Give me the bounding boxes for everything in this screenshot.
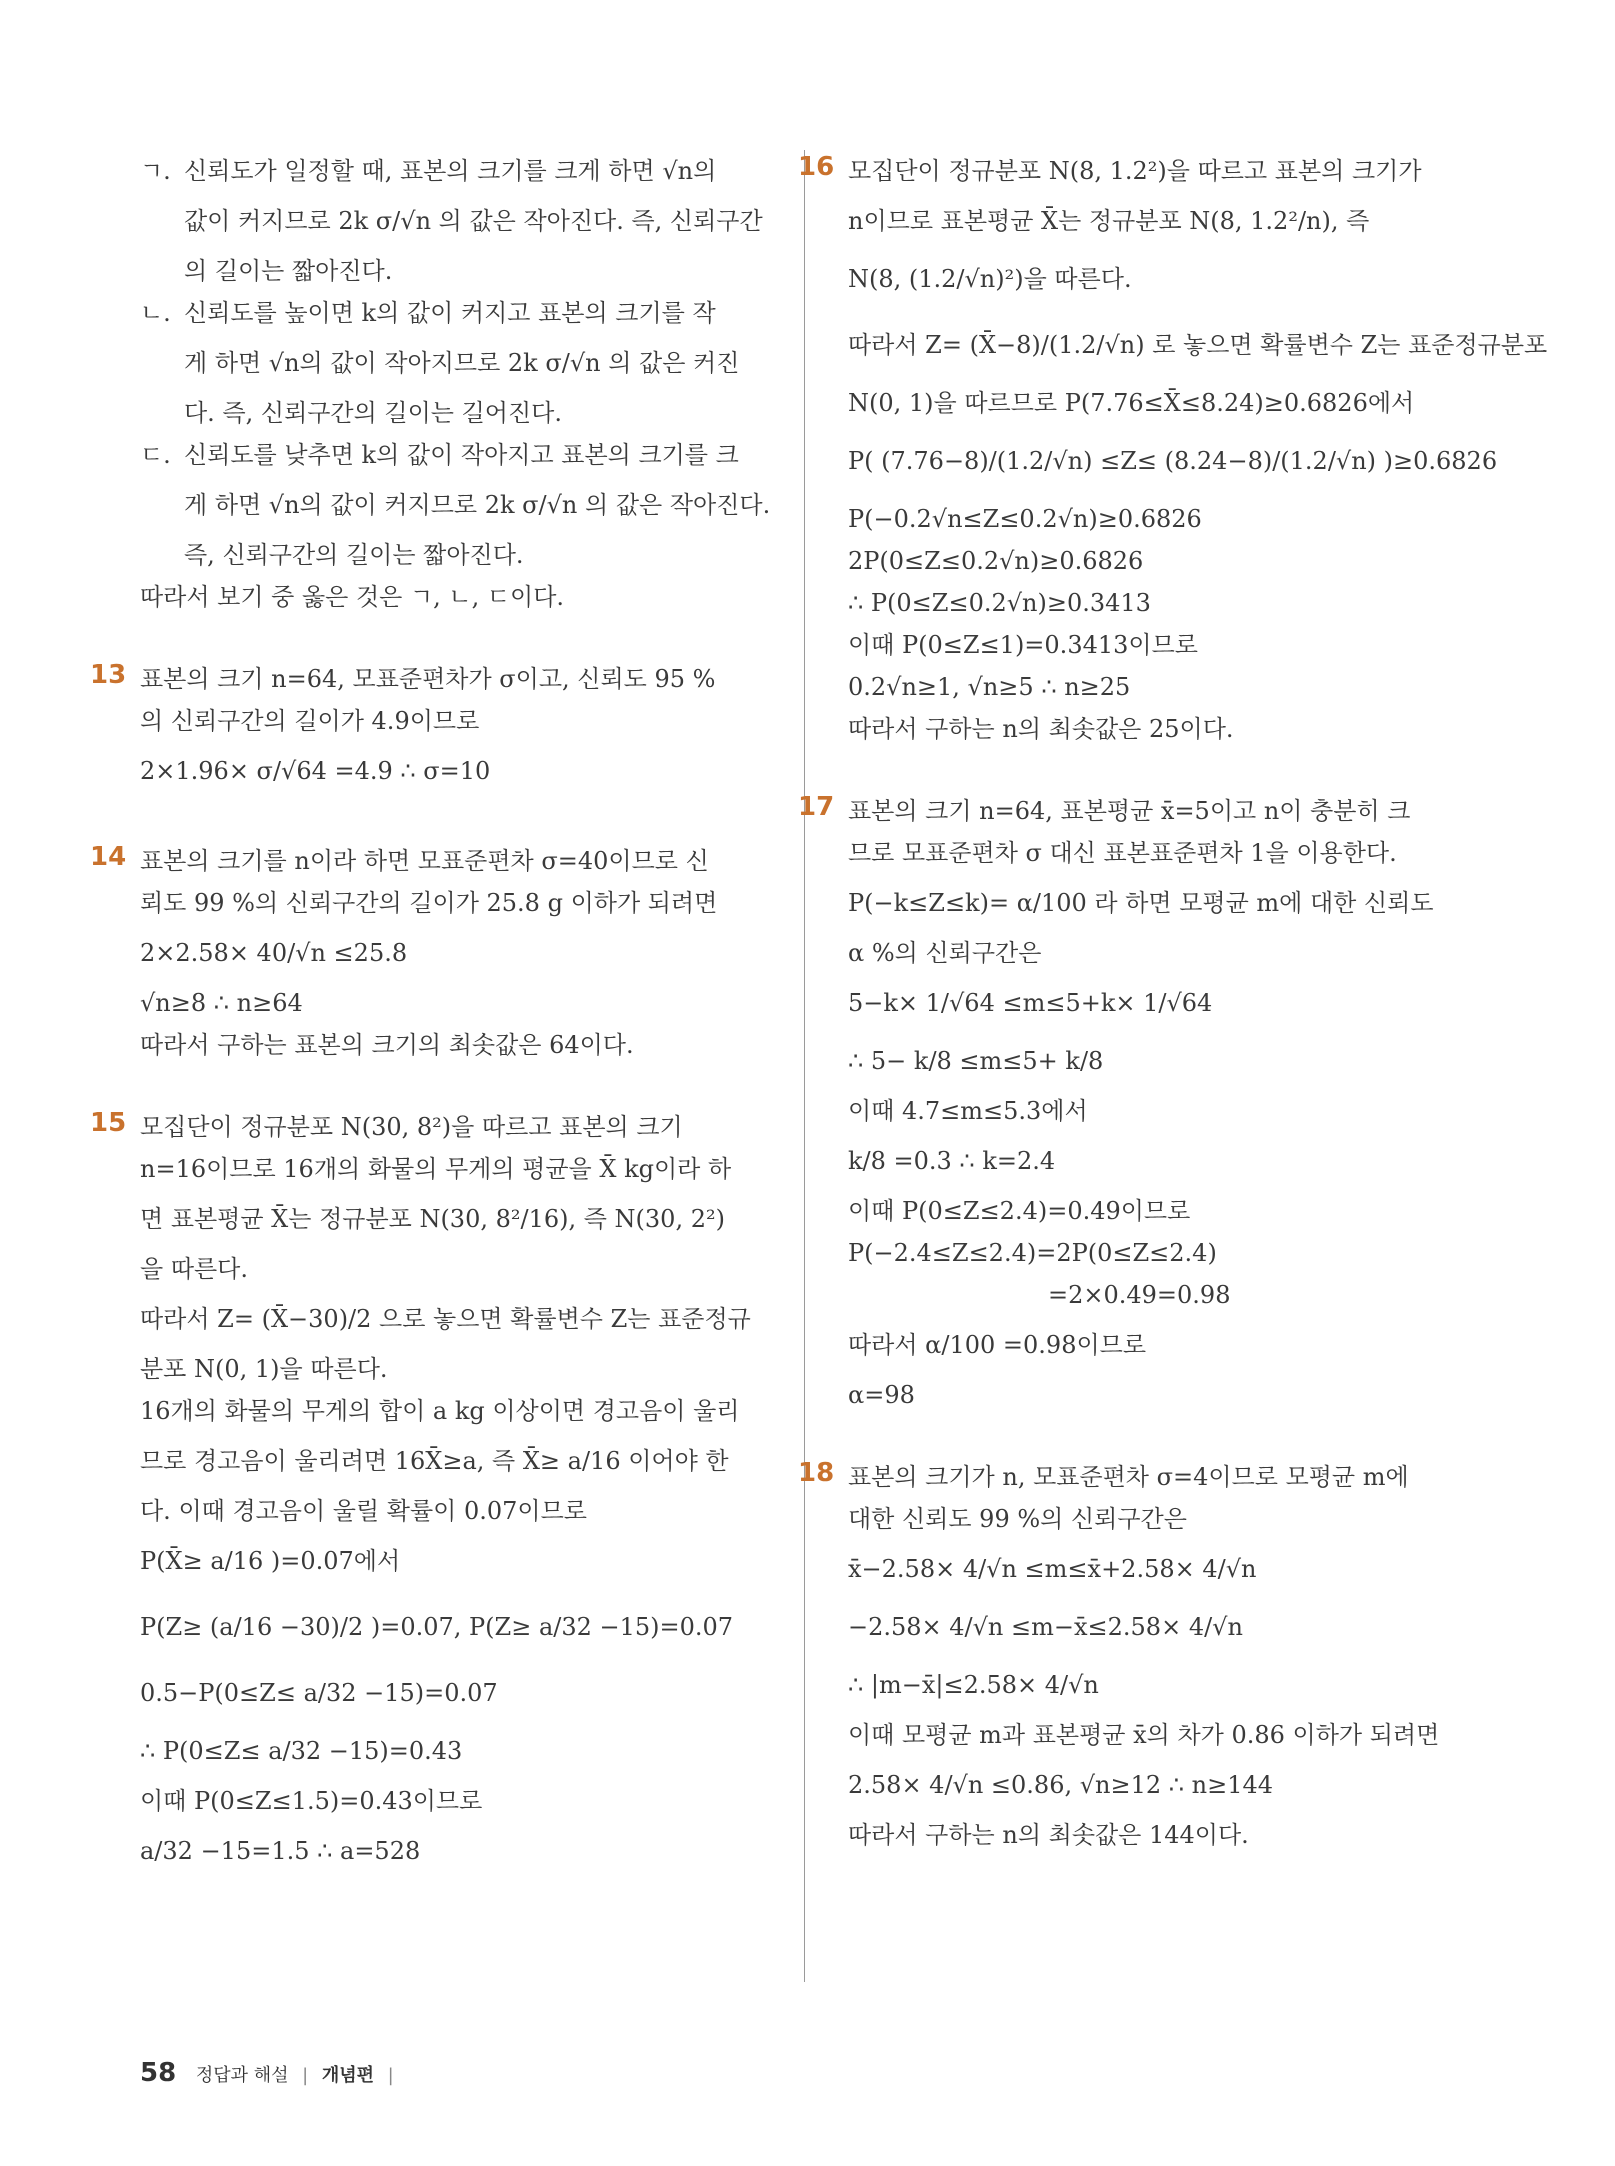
solution-16 xyxy=(798,150,1548,750)
solution-line: 모집단이 정규분포 N(8, 1.2²)을 따르고 표본의 크기가 xyxy=(848,157,1422,185)
solution-line: 모집단이 정규분포 N(30, 8²)을 따르고 표본의 크기 xyxy=(140,1113,683,1141)
solution-line: 따라서 α/100 =0.98이므로 xyxy=(848,1331,1147,1359)
solution-line: 따라서 구하는 표본의 크기의 최솟값은 64이다. xyxy=(140,1031,634,1059)
solution-line: 표본의 크기 n=64, 모표준편차가 σ이고, 신뢰도 95 % xyxy=(140,665,716,693)
solution-line: 이때 P(0≤Z≤1.5)=0.43이므로 xyxy=(140,1787,483,1815)
footer-separator: | xyxy=(302,2065,309,2086)
solution-line: 게 하면 √n의 값이 커지므로 2k σ/√n 의 값은 작아진다. xyxy=(184,491,771,519)
solution-line: N(0, 1)을 따르므로 P(7.76≤X̄≤8.24)≥0.6826에서 xyxy=(848,389,1415,417)
footer-separator: | xyxy=(387,2065,394,2086)
solution-line: 의 길이는 짧아진다. xyxy=(184,257,393,285)
solution-line: 따라서 구하는 n의 최솟값은 25이다. xyxy=(848,715,1234,743)
solution-line: 신뢰도를 낮추면 k의 값이 작아지고 표본의 크기를 크 xyxy=(184,441,739,469)
solution-line: 다. 즉, 신뢰구간의 길이는 길어진다. xyxy=(184,399,562,427)
solution-line: P(Z≥ (a/16 −30)/2 )=0.07, P(Z≥ a/32 −15)=0.07 xyxy=(140,1613,734,1641)
solution-line: P( (7.76−8)/(1.2/√n) ≤Z≤ (8.24−8)/(1.2/√n) )≥0.6826 xyxy=(848,447,1498,475)
solution-line: 게 하면 √n의 값이 작아지므로 2k σ/√n 의 값은 커진 xyxy=(184,349,740,377)
right-column xyxy=(798,150,1548,1896)
solution-line: 이때 P(0≤Z≤2.4)=0.49이므로 xyxy=(848,1197,1191,1225)
problem-number: 17 xyxy=(798,792,835,822)
solution-15 xyxy=(90,1106,780,1880)
solution-line: 2×1.96× σ/√64 =4.9 ∴ σ=10 xyxy=(140,757,491,785)
solution-line: 대한 신뢰도 99 %의 신뢰구간은 xyxy=(848,1505,1187,1533)
solution-line: ∴ 5− k/8 ≤m≤5+ k/8 xyxy=(848,1047,1104,1075)
solution-line: 따라서 구하는 n의 최솟값은 144이다. xyxy=(848,1821,1249,1849)
solution-line: 분포 N(0, 1)을 따른다. xyxy=(140,1355,388,1383)
solution-line: 신뢰도가 일정할 때, 표본의 크기를 크게 하면 √n의 xyxy=(184,157,717,185)
solution-line: α=98 xyxy=(848,1381,915,1409)
solution-17 xyxy=(798,790,1488,1416)
solution-line: √n≥8 ∴ n≥64 xyxy=(140,989,303,1017)
choice-item-3 xyxy=(140,434,780,576)
solution-line: 뢰도 99 %의 신뢰구간의 길이가 25.8 g 이하가 되려면 xyxy=(140,889,718,917)
choice-item-1 xyxy=(140,150,780,292)
solution-line: 신뢰도를 높이면 k의 값이 커지고 표본의 크기를 작 xyxy=(184,299,716,327)
solution-line: 의 신뢰구간의 길이가 4.9이므로 xyxy=(140,707,480,735)
solution-line: P(−k≤Z≤k)= α/100 라 하면 모평균 m에 대한 신뢰도 xyxy=(848,889,1434,917)
solution-14 xyxy=(90,840,780,1066)
solution-line: 을 따른다. xyxy=(140,1255,248,1283)
solution-line: ∴ P(0≤Z≤0.2√n)≥0.3413 xyxy=(848,589,1151,617)
solution-line: 0.2√n≥1, √n≥5 ∴ n≥25 xyxy=(848,673,1131,701)
section-label: 개념편 xyxy=(321,2065,375,2086)
solution-line: 즉, 신뢰구간의 길이는 짧아진다. xyxy=(184,541,524,569)
page-footer xyxy=(140,2058,400,2088)
solution-line: P(X̄≥ a/16 )=0.07에서 xyxy=(140,1547,401,1575)
choice-item-2 xyxy=(140,292,780,434)
solution-13 xyxy=(90,658,780,800)
left-column xyxy=(90,150,780,1920)
choice-mark: ㄱ. xyxy=(140,157,171,185)
solution-line: 2.58× 4/√n ≤0.86, √n≥12 ∴ n≥144 xyxy=(848,1771,1274,1799)
solution-line: 면 표본평균 X̄는 정규분포 N(30, 8²/16), 즉 N(30, 2²) xyxy=(140,1205,725,1233)
problem-number: 18 xyxy=(798,1458,835,1488)
solution-line: k/8 =0.3 ∴ k=2.4 xyxy=(848,1147,1056,1175)
solution-line: a/32 −15=1.5 ∴ a=528 xyxy=(140,1837,421,1865)
solution-line: P(−0.2√n≤Z≤0.2√n)≥0.6826 xyxy=(848,505,1202,533)
problem-number: 14 xyxy=(90,842,127,872)
solution-18 xyxy=(798,1456,1488,1856)
solution-line: 표본의 크기를 n이라 하면 모표준편차 σ=40이므로 신 xyxy=(140,847,709,875)
solution-line: 므로 경고음이 울리려면 16X̄≥a, 즉 X̄≥ a/16 이어야 한 xyxy=(140,1447,729,1475)
problem-number: 13 xyxy=(90,660,127,690)
problem-number: 15 xyxy=(90,1108,127,1138)
solution-line: 2×2.58× 40/√n ≤25.8 xyxy=(140,939,408,967)
choice-mark: ㄴ. xyxy=(140,299,171,327)
solution-line: 따라서 Z= (X̄−30)/2 으로 놓으면 확률변수 Z는 표준정규 xyxy=(140,1305,751,1333)
solution-line: 이때 P(0≤Z≤1)=0.3413이므로 xyxy=(848,631,1198,659)
solution-line: 0.5−P(0≤Z≤ a/32 −15)=0.07 xyxy=(140,1679,498,1707)
choice-mark: ㄷ. xyxy=(140,441,171,469)
solution-line: 16개의 화물의 무게의 합이 a kg 이상이면 경고음이 울리 xyxy=(140,1397,740,1425)
solution-line: 2P(0≤Z≤0.2√n)≥0.6826 xyxy=(848,547,1144,575)
column-divider xyxy=(804,150,805,1982)
solution-line: 따라서 Z= (X̄−8)/(1.2/√n) 로 놓으면 확률변수 Z는 표준정규분포 xyxy=(848,331,1548,359)
solution-line: n이므로 표본평균 X̄는 정규분포 N(8, 1.2²/n), 즉 xyxy=(848,207,1370,235)
solution-line: P(−2.4≤Z≤2.4)=2P(0≤Z≤2.4) xyxy=(848,1239,1217,1267)
solution-line: 므로 모표준편차 σ 대신 표본표준편차 1을 이용한다. xyxy=(848,839,1397,867)
solution-line: α %의 신뢰구간은 xyxy=(848,939,1042,967)
solution-conclusion: 따라서 보기 중 옳은 것은 ㄱ, ㄴ, ㄷ이다. xyxy=(140,583,565,611)
solution-line: 표본의 크기 n=64, 표본평균 x̄=5이고 n이 충분히 크 xyxy=(848,797,1411,825)
solution-line: −2.58× 4/√n ≤m−x̄≤2.58× 4/√n xyxy=(848,1613,1243,1641)
solution-12-continued xyxy=(140,150,780,618)
page-number: 58 xyxy=(140,2058,177,2088)
solution-line: n=16이므로 16개의 화물의 무게의 평균을 X̄ kg이라 하 xyxy=(140,1155,732,1183)
solution-line: x̄−2.58× 4/√n ≤m≤x̄+2.58× 4/√n xyxy=(848,1555,1257,1583)
solution-line: =2×0.49=0.98 xyxy=(1048,1281,1231,1309)
solution-line: 이때 4.7≤m≤5.3에서 xyxy=(848,1097,1088,1125)
solution-line: ∴ P(0≤Z≤ a/32 −15)=0.43 xyxy=(140,1737,463,1765)
solution-line: N(8, (1.2/√n)²)을 따른다. xyxy=(848,265,1132,293)
book-title: 정답과 해설 xyxy=(195,2065,289,2086)
solution-line: 표본의 크기가 n, 모표준편차 σ=4이므로 모평균 m에 xyxy=(848,1463,1409,1491)
solution-line: 값이 커지므로 2k σ/√n 의 값은 작아진다. 즉, 신뢰구간 xyxy=(184,207,763,235)
solution-line: 다. 이때 경고음이 울릴 확률이 0.07이므로 xyxy=(140,1497,587,1525)
solution-line: ∴ |m−x̄|≤2.58× 4/√n xyxy=(848,1671,1099,1699)
solution-line: 이때 모평균 m과 표본평균 x̄의 차가 0.86 이하가 되려면 xyxy=(848,1721,1440,1749)
problem-number: 16 xyxy=(798,152,835,182)
solution-line: 5−k× 1/√64 ≤m≤5+k× 1/√64 xyxy=(848,989,1213,1017)
